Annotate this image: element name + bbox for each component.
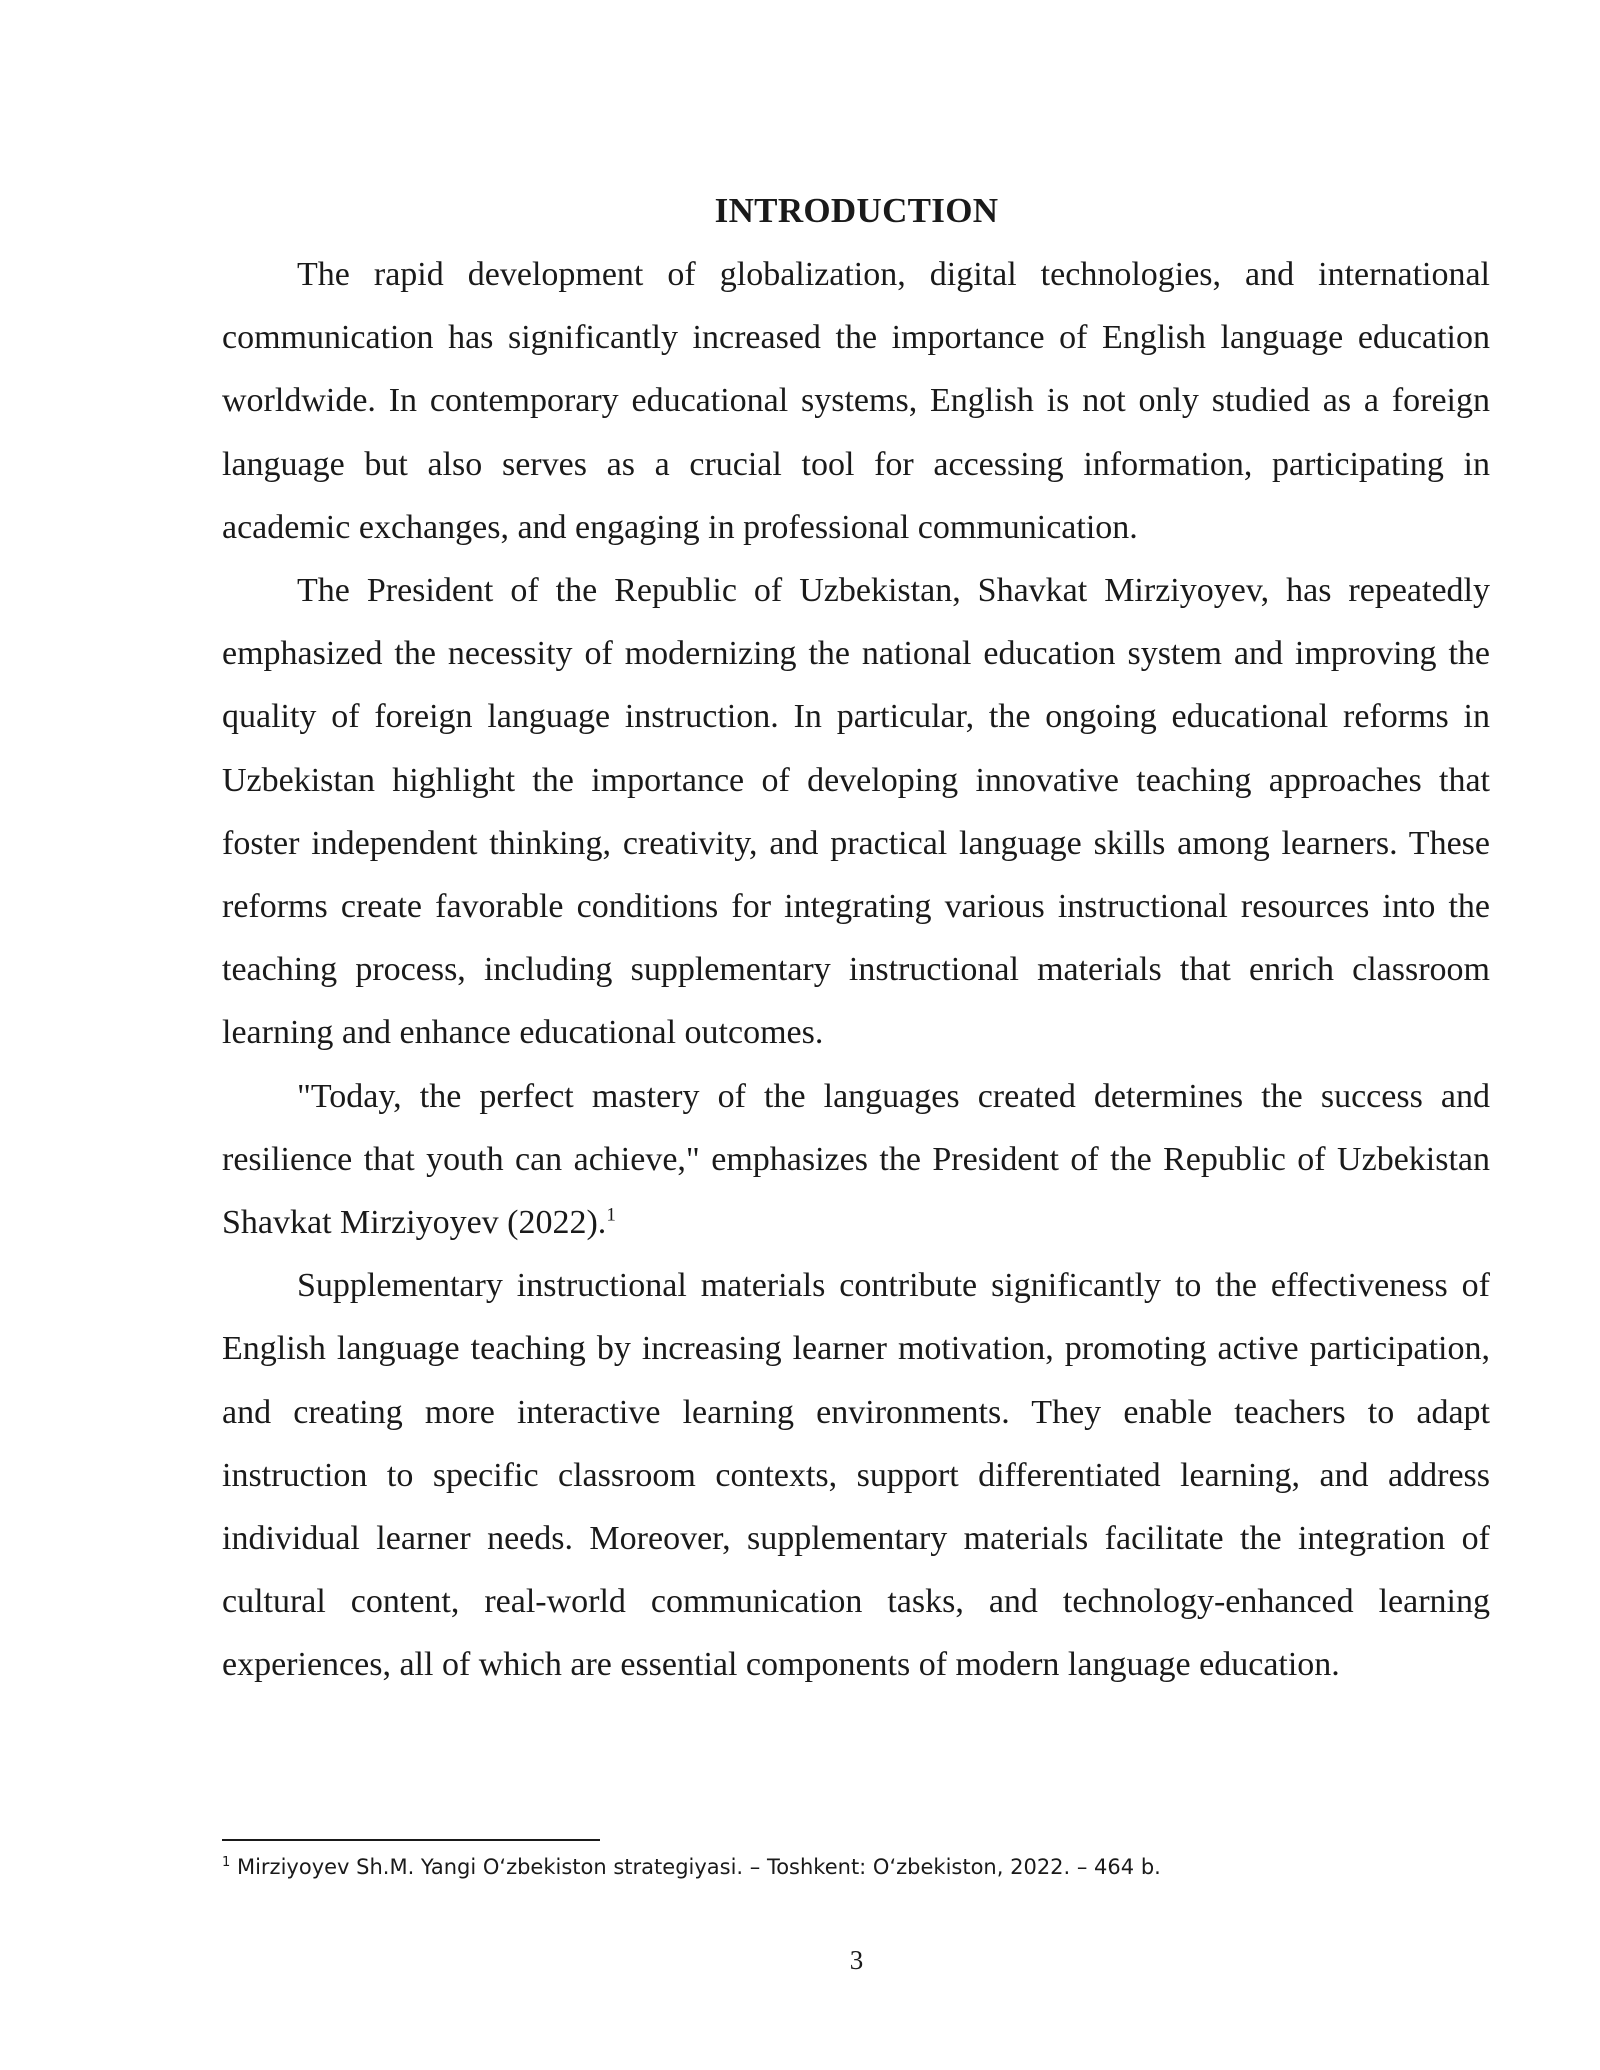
paragraph-text: "Today, the perfect mastery of the languages created determines the success and resilience that youth can achieve," emphasizes the President of the Republic of Uzbekistan Shavkat Mirziyoyev (2022).: [222, 1077, 1490, 1242]
page-number: 3: [849, 1945, 864, 1975]
paragraph-text: Supplementary instructional materials contribute significantly to the effectiveness of English language teaching by increasing learner motivation, promoting active participation, and creating more interactive learning environments. They enable teachers to adapt instruction to specific classroom contexts, support differentiated learning, and address individual learner needs. Moreover, supplementary materials facilitate the integration of cultural content, real-world communication tasks, and technology-enhanced learning experiences, all of which are essential components of modern language education.: [222, 1267, 1490, 1684]
section-heading: INTRODUCTION: [714, 191, 999, 230]
body-text: [222, 243, 1490, 1697]
footnote-reference[interactable]: 1: [606, 1204, 616, 1226]
paragraph-text: The rapid development of globalization, digital technologies, and international communication has significantly increased the importance of English language education worldwide. In contemporary educational systems, English is not only studied as a foreign language but also serves as a crucial tool for accessing information, participating in academic exchanges, and engaging in professional communication.: [222, 256, 1490, 546]
footnote-text: Mirziyoyev Sh.M. Yangi O‘zbekiston strategiyasi. – Toshkent: O‘zbekiston, 2022. – 464 b.: [236, 1855, 1161, 1879]
footnote-number: 1: [222, 1855, 231, 1870]
paragraph-globalization: [222, 243, 1490, 559]
paragraph-supplementary-materials: [222, 1254, 1490, 1696]
paragraph-quote: [222, 1065, 1490, 1255]
footnote-separator: [222, 1839, 600, 1841]
paragraph-text: The President of the Republic of Uzbekistan, Shavkat Mirziyoyev, has repeatedly emphasized the necessity of modernizing the national education system and improving the quality of foreign language instruction. In particular, the ongoing educational reforms in Uzbekistan highlight the importance of developing innovative teaching approaches that foster independent thinking, creativity, and practical language skills among learners. These reforms create favorable conditions for integrating various instructional resources into the teaching process, including supplementary instructional materials that enrich classroom learning and enhance educational outcomes.: [222, 572, 1490, 1052]
footnote: [222, 1851, 1490, 1883]
paragraph-president-reforms: [222, 559, 1490, 1065]
